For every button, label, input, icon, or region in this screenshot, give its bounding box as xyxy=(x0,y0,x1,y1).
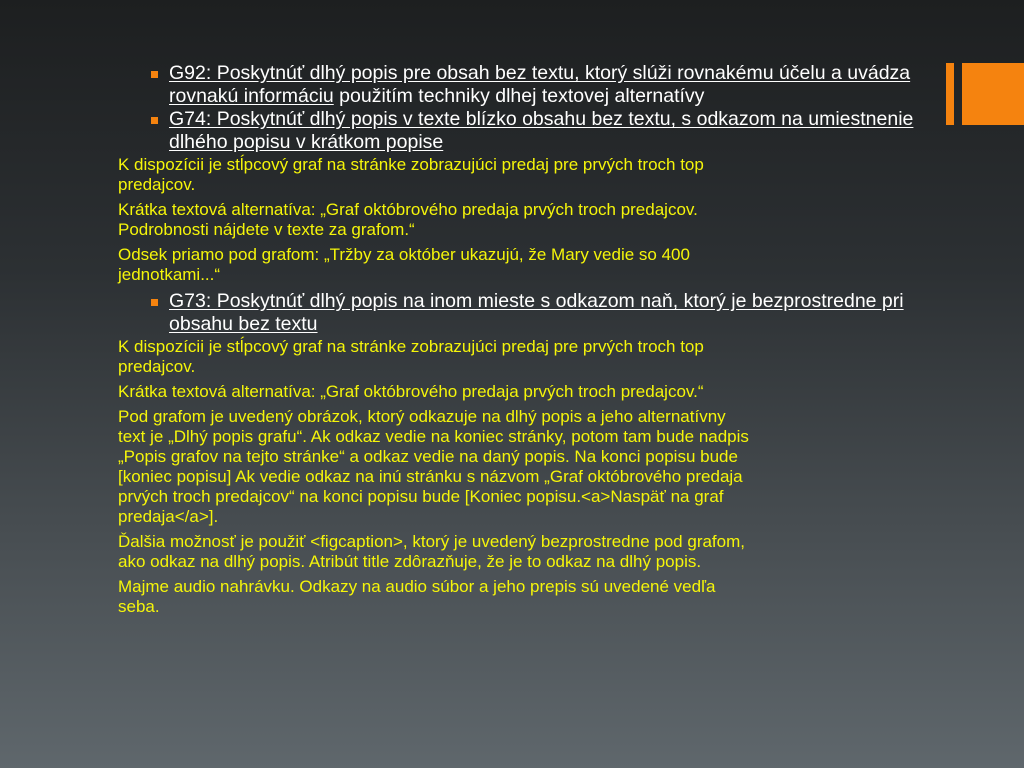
note-text: K dispozícii je stĺpcový graf na stránke zobrazujúci predaj pre prvých troch top predajcov. xyxy=(118,155,704,194)
accent-bar-thin xyxy=(946,63,954,125)
note-text: Odsek priamo pod grafom: „Tržby za október ukazujú, že Mary vedie so 400 jednotkami...“ xyxy=(118,245,690,284)
link-g92[interactable]: G92: Poskytnúť dlhý popis pre obsah bez textu, ktorý slúži rovnakému účelu a uvádza rovnakú informáciu xyxy=(169,62,911,107)
note-text: Pod grafom je uvedený obrázok, ktorý odkazuje na dlhý popis a jeho alternatívny text je „Dlhý popis grafu“. Ak odkaz vedie na koniec stránky, potom tam bude nadpis „Popis grafov na tejto stránke“ a odkaz vedie na daný popis. Na konci popisu bude [koniec popisu] Ak vedie odkaz na inú stránku s názvom „Graf októbrového predaja prvých troch predajcov“ na konci popisu bude [Koniec popisu.<a>Naspäť na graf predaja</a>]. xyxy=(118,407,749,526)
bullet-marker-icon xyxy=(151,299,158,306)
bullet-g92 xyxy=(118,62,918,108)
bullet-marker-icon xyxy=(151,117,158,124)
bullet-marker-icon xyxy=(151,71,158,78)
note-text: Majme audio nahrávku. Odkazy na audio súbor a jeho prepis sú uvedené vedľa seba. xyxy=(118,577,716,616)
accent-bar-wide xyxy=(962,63,1024,125)
note-text: Krátka textová alternatíva: „Graf októbrového predaja prvých troch predajcov.“ xyxy=(118,382,704,401)
note-text: Ďalšia možnosť je použiť <figcaption>, ktorý je uvedený bezprostredne pod grafom, ako odkaz na dlhý popis. Atribút title zdôrazňuje, že je to odkaz na dlhý popis. xyxy=(118,532,745,571)
bullet-g73 xyxy=(118,290,918,336)
bullet-g92-rest: použitím techniky dlhej textovej alternatívy xyxy=(333,85,705,107)
note-text: K dispozícii je stĺpcový graf na stránke zobrazujúci predaj pre prvých troch top predajcov. xyxy=(118,337,704,376)
link-g74[interactable]: G74: Poskytnúť dlhý popis v texte blízko obsahu bez textu, s odkazom na umiestnenie dlhého popisu v krátkom popise xyxy=(169,108,914,153)
link-g73[interactable]: G73: Poskytnúť dlhý popis na inom mieste s odkazom naň, ktorý je bezprostredne pri obsahu bez textu xyxy=(169,290,904,335)
note-text: Krátka textová alternatíva: „Graf októbrového predaja prvých troch predajcov. Podrobnosti nájdete v texte za grafom.“ xyxy=(118,200,698,239)
bullet-g74 xyxy=(118,108,918,154)
slide-content xyxy=(118,62,918,622)
